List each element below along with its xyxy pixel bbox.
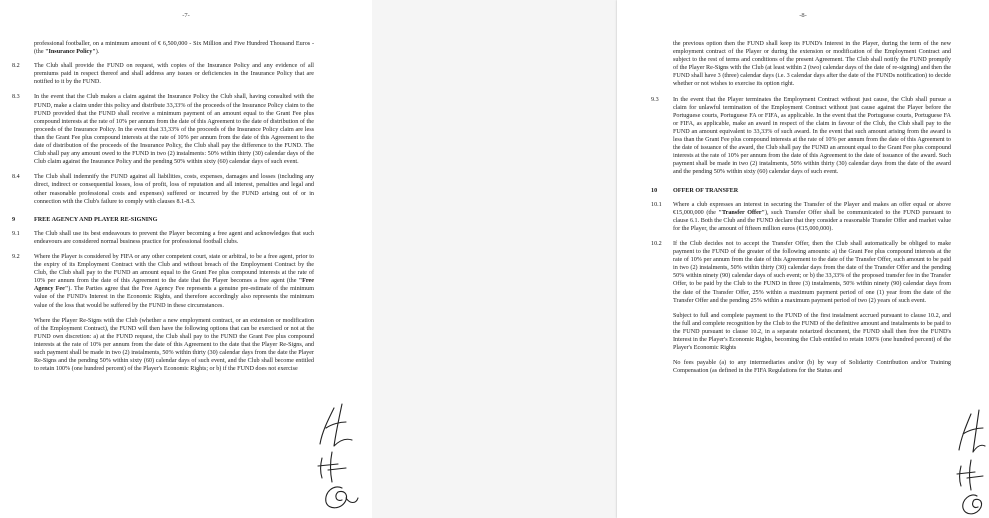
clause-text: In the event that the Club makes a claim against the Insurance Policy the Club shall, having consulted with the FUND, make a claim under this policy and distribute 33,33% of the proceeds of the Insurance Policy claim to the FUND provided that the FUND shall receive a minimum payment of an amount equal to the Grant Fee plus compound interests at the rate of 10% per annum from the date of this Agreement to the date of distribution of the proceeds of the Insurance Policy. In the event that 33,33% of the proceeds of the Insurance Policy claim are less than the Grant Fee plus compound interests at the rate of 10% per annum from the date of this Agreement to the date of distribution of the proceeds of the Insurance Policy, the Club shall pay the difference to the FUND. The Club shall pay any amount owed to the FUND in two (2) instalments: 50% within thirty (30) calendar days of the Club claim against the Insurance Policy and the pending 50% within sixty (60) calendar days of such event. [34, 94, 314, 166]
paragraph [12, 230, 314, 246]
page-body [651, 40, 951, 382]
clause-text: No fees payable (a) to any intermediaries and/or (b) by way of Solidarity Contribution and/or Training Compensation (as defined in the FIFA Regulations for the Status and [673, 360, 951, 375]
paragraph [651, 359, 951, 375]
clause-text-part: ), such Transfer Offer shall be communicated to the FUND pursuant to clause 6.1. Both the Club and the FUND declare that they consider a reasonable Transfer Offer and market value for the Player, the amount of fifteen million euros (€15,000,000). [673, 209, 951, 232]
clause-text: The Club shall indemnify the FUND against all liabilities, costs, expenses, damages and losses (including any direct, indirect or consequential losses, loss of profit, loss of reputation and all interest, penalties and legal and other reasonable professional costs and expenses) suffered or incurred by the FUND arising out of or in connection with the Club's failure to comply with clauses 8.1-8.3. [34, 174, 314, 205]
section-heading [651, 187, 951, 195]
paragraph [12, 173, 314, 205]
paragraph [12, 317, 314, 374]
section-number: 9 [12, 216, 16, 223]
handwritten-initials [953, 408, 989, 518]
clause-number: 10.2 [651, 240, 662, 247]
clause-number: 9.1 [12, 230, 20, 237]
paragraph [651, 96, 951, 177]
paragraph [12, 40, 314, 56]
handwritten-initials [312, 400, 364, 515]
document-page-8 [617, 0, 989, 518]
paragraph [651, 201, 951, 233]
clause-number [651, 40, 673, 89]
section-number: 10 [651, 187, 658, 194]
clause-text [673, 201, 951, 233]
clause-text: Subject to full and complete payment to the FUND of the first instalment accrued pursuant to clause 10.2, and the full and complete recognition by the Club to the FUND of the definitive amount and instalments to be paid to the FUND pursuant to clause 10.2, in a separate notarized document, the FUND shall then free the FUND's Interest in the Player's Economic Rights, becoming the Club entitled to retain 100% (one hundred percent) of the Player's Economic Rights [673, 312, 951, 352]
clause-number: 8.3 [12, 94, 20, 101]
paragraph [12, 93, 314, 166]
clause-number: 8.2 [12, 63, 20, 70]
paragraph [651, 240, 951, 305]
page-body [12, 40, 314, 380]
paragraph [12, 62, 314, 86]
clause-number [12, 40, 34, 56]
clause-number: 10.1 [651, 201, 662, 208]
section-title: OFFER OF TRANSFER [673, 187, 739, 194]
clause-number [12, 317, 34, 374]
defined-term: "Free Agency Fee" [34, 278, 314, 293]
section-title: FREE AGENCY AND PLAYER RE-SIGNING [34, 216, 158, 223]
clause-text: In the event that the Player terminates the Employment Contract without just cause, the Club shall pursue a claim for unlawful termination of the Employment Contract without just cause against the Player before the Portuguese courts, Portuguese FA or FIFA, as applicable. In the event that the Portuguese courts, Portuguese FA or FIFA, as applicable, make an award in respect of the claim in favour of the Club, the Club shall pay to the FUND an amount equivalent to 33,33% of such award. In the event that such amount arising from the award is less than the Grant Fee plus compound interests at the rate of 10% per annum from the date of this Agreement to the date of issuance of the award, the Club shall pay the FUND an amount equal to the Grant Fee plus compound interests at the rate of 10% per annum from the date of this Agreement to the date of issuance of the award. Such payment shall be made in two (2) instalments, 50% within thirty (30) calendar days from the date of the award and the pending 50% within sixty (60) calendar days of such event. [673, 96, 951, 176]
page-gutter [372, 0, 617, 518]
clause-number [651, 312, 673, 352]
page-number: -7- [182, 12, 190, 19]
section-heading [12, 216, 314, 224]
clause-text: The Club shall provide the FUND on request, with copies of the Insurance Policy and any evidence of all premiums paid in respect thereof and shall address any issues or deficiencies in the Insurance Policy that are notified to it by the FUND. [34, 63, 314, 86]
paragraph [651, 40, 951, 89]
paragraph [12, 253, 314, 310]
clause-text: If the Club decides not to accept the Transfer Offer, then the Club shall automatically be obliged to make payment to the FUND of the greater of the following amounts: a) the Grant Fee plus compound interests at the rate of 10% per annum from the date of this Agreement to the date of the Transfer Offer, such amount to be paid in two (2) instalments, 50% within thirty (30) calendar days from the date of the Transfer Offer and the pending 50% within ninety (90) calendar days of such event; or b) the 33,33% of the proposed transfer fee in the Transfer Offer, to be paid by the Club to the FUND in three (3) instalments, 50% within ninety (90) calendar days from the date of the Transfer Offer, 25% within a maximum payment period of one (1) year from the date of the Transfer Offer and the pending 25% within a maximum payment period of two (2) years of such event. [673, 240, 951, 304]
clause-text: the previous option then the FUND shall keep its FUND's Interest in the Player, during the term of the new employment contract of the Player or during the extension or modification of the Employment Contract and subject to the rest of terms and conditions of the present Agreement. The Club shall notify the FUND promptly of the Player Re-Signs with the Club (at least within 2 (two) calendar days of the date of re-signing) and then the FUND shall have 3 (three) calendar days (i.e. 3 calendar days after the date of the FUNDs notification) to decide whether or not wishes to exercise its option right. [673, 41, 951, 88]
clause-number: 8.4 [12, 174, 20, 181]
document-page-7 [0, 0, 372, 518]
clause-text-part: ). The Parties agree that the Free Agency Fee represents a genuine pre-estimate of the minimum value of the FUND's Interest in the Economic Rights, and therefore accordingly also represents the minimum value of the loss that would be suffered by the FUND in these circumstances. [34, 286, 314, 309]
clause-text-part: Where a club expresses an interest in securing the Transfer of the Player and makes an offer equal or above €15,000,000 (the [673, 201, 951, 216]
clause-text: Where the Player Re-Signs with the Club (whether a new employment contract, or an extension or modification of the Employment Contract), the FUND will then have the following options that can be exercised or not at the FUND own discretion: a) at the FUND request, the Club shall pay to the FUND the Grant Fee plus compound interests at the rate of 10% per annum from the date of this Agreement to the date that the Player Re-Signs, and such payment shall be made in two (2) instalments, 50% within thirty (30) calendar days from the date the Player Re-Signs and the pending 50% within sixty (60) calendar days of such event, and the Club shall become entitled to retain 100% (one hundred percent) of the Player's Economic Rights; or b) if the FUND does not exercise [34, 317, 314, 373]
paragraph [651, 312, 951, 352]
clause-number: 9.2 [12, 253, 20, 260]
clause-text-part: Where the Player is considered by FIFA or any other competent court, state or arbitral, to be a free agent, prior to the expiry of its Employment Contract with the Club and without breach of the Employment Contract by the Club, the Club shall pay to the FUND an amount equal to the Grant Fee plus compound interests at the rate of 10% per annum from the date of this Agreement to the date that the Player becomes a free agent (the [34, 253, 314, 285]
page-number: -8- [799, 12, 807, 19]
clause-text: professional footballer, on a minimum amount of € 6,500,000 - Six Million and Five Hundred Thousand Euros - (the "Insurance Policy"). [34, 41, 314, 56]
clause-text: The Club shall use its best endeavours to prevent the Player becoming a free agent and acknowledges that such endeavours are considered normal business practice for professional football clubs. [34, 230, 314, 245]
clause-number: 9.3 [651, 96, 659, 103]
clause-text [34, 253, 314, 310]
defined-term: "Transfer Offer" [718, 209, 765, 216]
clause-number [651, 359, 673, 375]
